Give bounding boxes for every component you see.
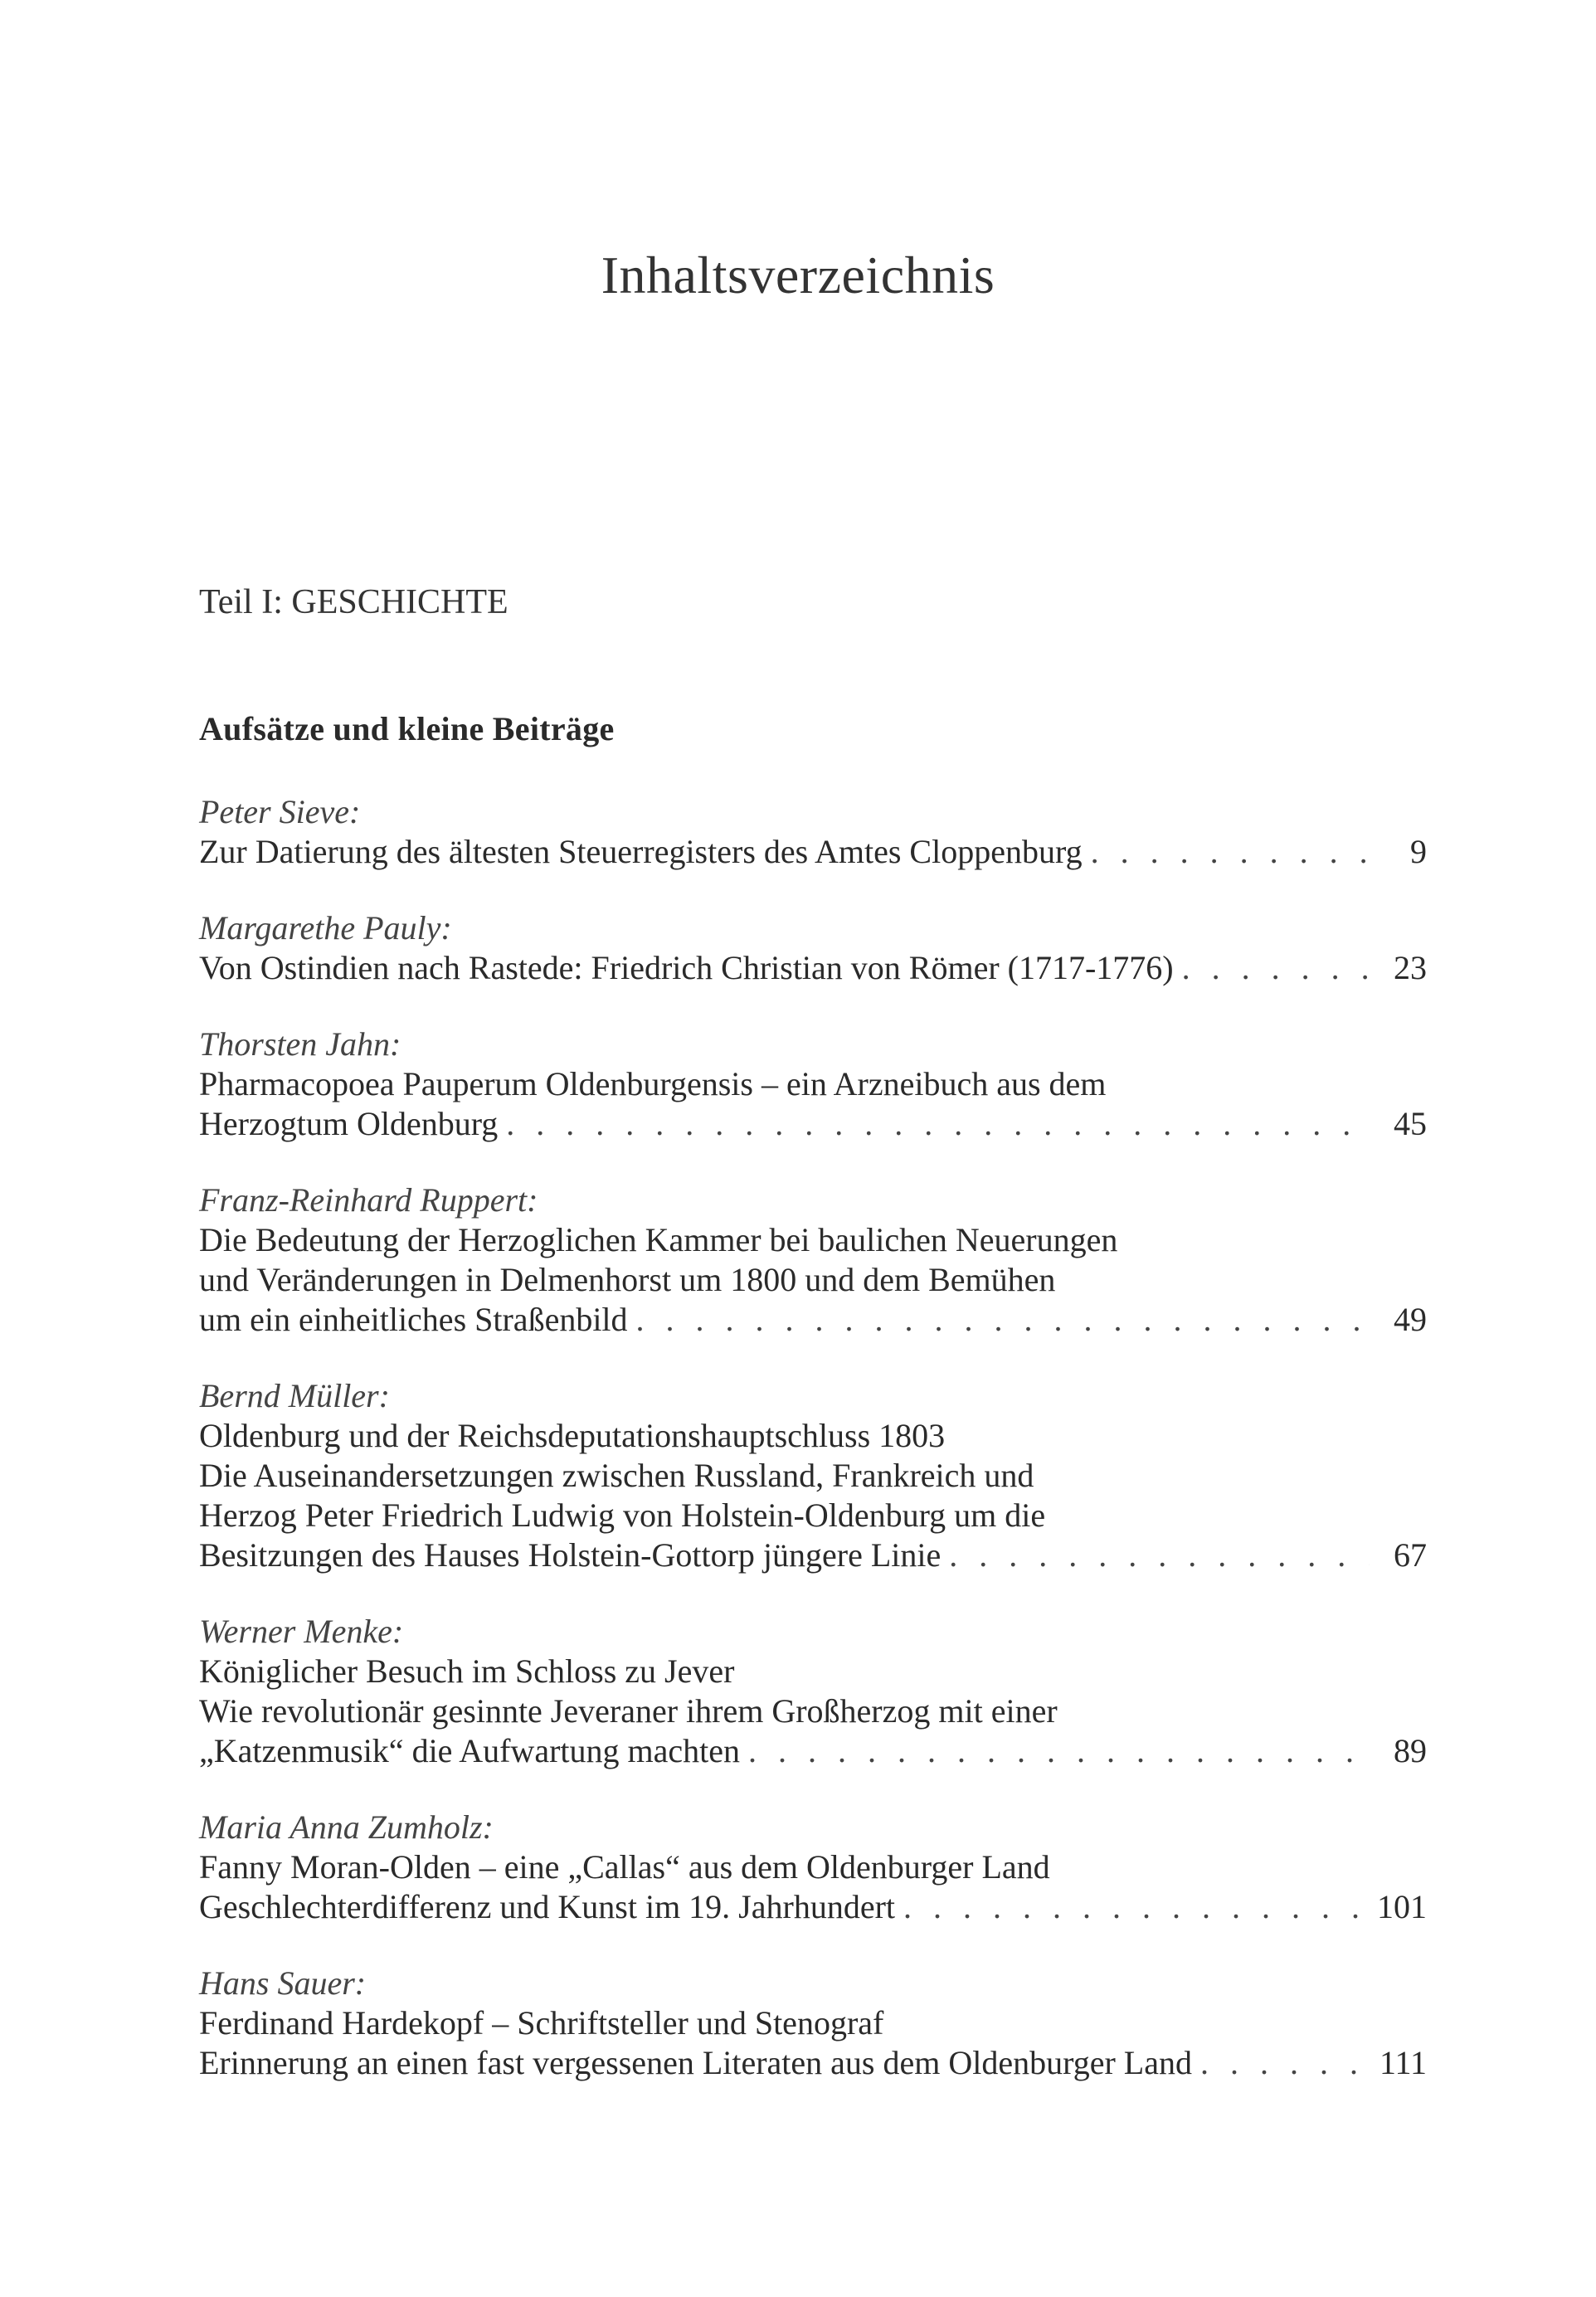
toc-page-number: 101 <box>1377 1888 1427 1925</box>
toc-author: Franz-Reinhard Ruppert: <box>199 1181 538 1219</box>
toc-title-line: Die Auseinandersetzungen zwischen Russland, Frankreich und <box>199 1457 1034 1494</box>
section-heading: Aufsätze und kleine Beiträge <box>199 710 615 747</box>
dot-leader <box>1200 2043 1368 2083</box>
toc-entry <box>199 908 1427 988</box>
toc-page-number: 89 <box>1394 1732 1427 1769</box>
toc-title-line <box>199 2043 1427 2083</box>
dot-leader <box>1182 948 1370 988</box>
toc-title-line: Die Bedeutung der Herzoglichen Kammer bei baulichen Neuerungen <box>199 1221 1118 1258</box>
dot-leader <box>949 1535 1370 1575</box>
toc-title-text: Von Ostindien nach Rastede: Friedrich Christian von Römer (1717-1776) <box>199 949 1174 986</box>
toc-entry <box>199 792 1427 872</box>
toc-title-line <box>199 1535 1427 1575</box>
dot-leader <box>1091 832 1370 872</box>
toc-page-number: 111 <box>1379 2044 1427 2081</box>
toc-entry <box>199 1376 1427 1575</box>
toc-title-text: Zur Datierung des ältesten Steuerregisters des Amtes Cloppenburg <box>199 833 1083 870</box>
toc-entry <box>199 1808 1427 1927</box>
toc-page-number: 49 <box>1394 1301 1427 1338</box>
toc-entry <box>199 1024 1427 1144</box>
toc-entry <box>199 1180 1427 1340</box>
toc-author: Hans Sauer: <box>199 1964 367 2002</box>
dot-leader <box>636 1300 1370 1340</box>
toc-author: Margarethe Pauly: <box>199 909 452 947</box>
toc-title-line: und Veränderungen in Delmenhorst um 1800 und dem Bemühen <box>199 1261 1056 1298</box>
toc-entry <box>199 1964 1427 2083</box>
toc-page-number: 45 <box>1394 1105 1427 1142</box>
toc-title-text: Besitzungen des Hauses Holstein-Gottorp jüngere Linie <box>199 1536 942 1574</box>
toc-title-line <box>199 832 1427 872</box>
toc-title-text: um ein einheitliches Straßenbild <box>199 1301 628 1338</box>
toc-author: Peter Sieve: <box>199 793 361 830</box>
dot-leader <box>748 1731 1370 1771</box>
toc-title-line: Fanny Moran-Olden – eine „Callas“ aus dem Oldenburger Land <box>199 1848 1050 1886</box>
toc-author: Thorsten Jahn: <box>199 1025 401 1063</box>
toc-page-number: 67 <box>1394 1536 1427 1574</box>
part-heading: Teil I: GESCHICHTE <box>199 583 508 621</box>
toc-title-line: Königlicher Besuch im Schloss zu Jever <box>199 1652 735 1690</box>
toc-entry <box>199 1612 1427 1771</box>
toc-title-text: Geschlechterdifferenz und Kunst im 19. Jahrhundert <box>199 1888 896 1925</box>
toc-page-number: 9 <box>1410 833 1427 870</box>
toc-title-text: Herzogtum Oldenburg <box>199 1105 499 1142</box>
toc-title-line: Oldenburg und der Reichsdeputationshauptschluss 1803 <box>199 1417 946 1454</box>
toc-title-line <box>199 1731 1427 1771</box>
page-title: Inhaltsverzeichnis <box>601 246 995 304</box>
toc-title-line: Herzog Peter Friedrich Ludwig von Holstein-Oldenburg um die <box>199 1496 1046 1534</box>
toc-author: Maria Anna Zumholz: <box>199 1808 494 1846</box>
toc-title-line <box>199 1104 1427 1144</box>
dot-leader <box>506 1104 1370 1144</box>
dot-leader <box>903 1887 1365 1927</box>
toc-title-line <box>199 1887 1427 1927</box>
toc-title-line: Wie revolutionär gesinnte Jeveraner ihrem Großherzog mit einer <box>199 1692 1058 1730</box>
toc-title-text: „Katzenmusik“ die Aufwartung machten <box>199 1732 740 1769</box>
toc-author: Bernd Müller: <box>199 1377 390 1414</box>
toc-entries <box>199 792 1427 2119</box>
toc-author: Werner Menke: <box>199 1613 404 1650</box>
toc-title-line: Ferdinand Hardekopf – Schriftsteller und Stenograf <box>199 2004 884 2042</box>
toc-title-line <box>199 1300 1427 1340</box>
toc-page-number: 23 <box>1394 949 1427 986</box>
toc-title-line <box>199 948 1427 988</box>
toc-title-line: Pharmacopoea Pauperum Oldenburgensis – ein Arzneibuch aus dem <box>199 1065 1107 1102</box>
toc-title-text: Erinnerung an einen fast vergessenen Literaten aus dem Oldenburger Land <box>199 2044 1192 2081</box>
